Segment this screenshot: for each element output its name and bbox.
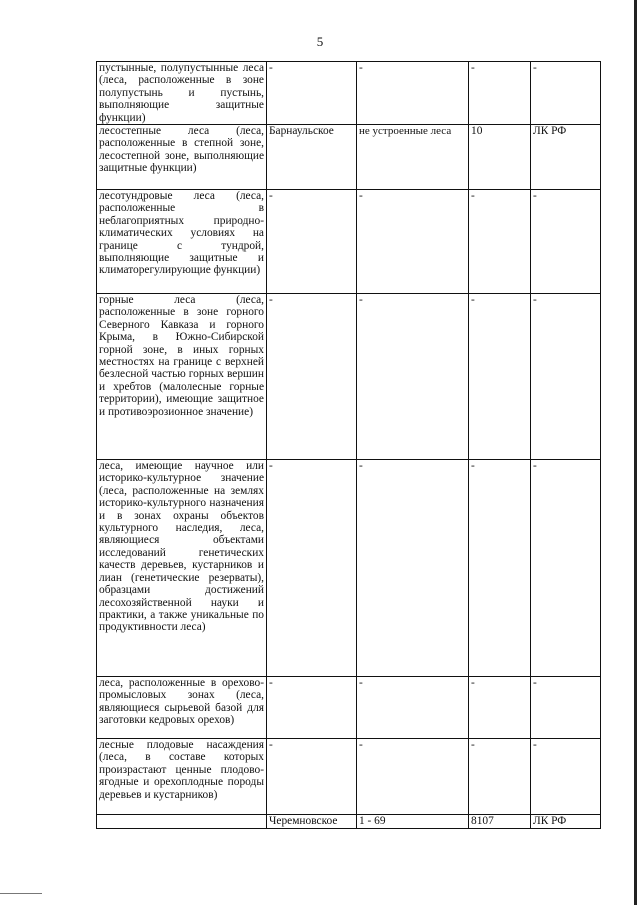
area-cell: - — [469, 190, 531, 294]
area-cell: 8107 — [469, 815, 531, 829]
forestry-cell: - — [267, 294, 357, 460]
quarters-cell: не устроенные леса — [357, 125, 469, 190]
forest-category-cell: горные леса (леса, расположенные в зоне горного Северного Кавказа и горного Крыма, в Южно-Сибирской горной зоне, в иных горных местностях на границе с верхней безлесной частью горных вершин и хребтов (малолесные горные территории), имеющие защитное и противоэрозионное значение) — [97, 294, 267, 460]
basis-cell: - — [531, 739, 601, 815]
table-row — [97, 294, 601, 460]
forest-category-cell: леса, расположенные в орехово-промысловых зонах (леса, являющиеся сырьевой базой для заготовки кедровых орехов) — [97, 677, 267, 739]
quarters-cell: - — [357, 62, 469, 125]
area-cell: - — [469, 294, 531, 460]
scan-mark — [0, 893, 42, 894]
forest-category-cell: лесотундровые леса (леса, расположенные в неблагоприятных природно-климатических условиях на границе с тундрой, выполняющие защитные и климаторегулирующие функции) — [97, 190, 267, 294]
scan-edge-line — [634, 0, 637, 905]
basis-cell: - — [531, 190, 601, 294]
basis-cell: ЛК РФ — [531, 125, 601, 190]
quarters-cell: 1 - 69 — [357, 815, 469, 829]
quarters-cell: - — [357, 677, 469, 739]
quarters-cell: - — [357, 294, 469, 460]
basis-cell: - — [531, 677, 601, 739]
quarters-cell: - — [357, 739, 469, 815]
forestry-cell: Черемновское — [267, 815, 357, 829]
table-row — [97, 62, 601, 125]
forest-table — [96, 61, 601, 829]
forestry-cell: - — [267, 460, 357, 677]
forestry-cell: - — [267, 62, 357, 125]
basis-cell: - — [531, 294, 601, 460]
basis-cell: - — [531, 62, 601, 125]
forestry-cell: - — [267, 677, 357, 739]
area-cell: - — [469, 739, 531, 815]
area-cell: - — [469, 62, 531, 125]
table-row — [97, 460, 601, 677]
forest-category-cell — [97, 815, 267, 829]
forest-category-cell: пустынные, полупустынные леса (леса, расположенные в зоне полупустынь и пустынь, выполняющие защитные функции) — [97, 62, 267, 125]
table-row — [97, 125, 601, 190]
forest-category-cell: лесные плодовые насаждения (леса, в составе которых произрастают ценные плодово-ягодные и орехоплодные породы деревьев и кустарников) — [97, 739, 267, 815]
area-cell: 10 — [469, 125, 531, 190]
forestry-cell: Барнаульское — [267, 125, 357, 190]
page-number: 5 — [316, 34, 324, 49]
quarters-cell: - — [357, 460, 469, 677]
basis-cell: ЛК РФ — [531, 815, 601, 829]
basis-cell: - — [531, 460, 601, 677]
quarters-cell: - — [357, 190, 469, 294]
forest-category-cell: лесостепные леса (леса, расположенные в степной зоне, лесостепной зоне, выполняющие защитные функции) — [97, 125, 267, 190]
area-cell: - — [469, 677, 531, 739]
area-cell: - — [469, 460, 531, 677]
table-row — [97, 677, 601, 739]
table-row — [97, 739, 601, 815]
forestry-cell: - — [267, 190, 357, 294]
forestry-cell: - — [267, 739, 357, 815]
forest-category-cell: леса, имеющие научное или историко-культурное значение (леса, расположенные на землях историко-культурного назначения и в зонах охраны объектов культурного наследия, леса, являющиеся объектами исследований генетических качеств деревьев, кустарников и лиан (генетические резерваты), образцами достижений лесохозяйственной науки и практики, а также уникальные по продуктивности леса) — [97, 460, 267, 677]
table-row — [97, 815, 601, 829]
table-row — [97, 190, 601, 294]
